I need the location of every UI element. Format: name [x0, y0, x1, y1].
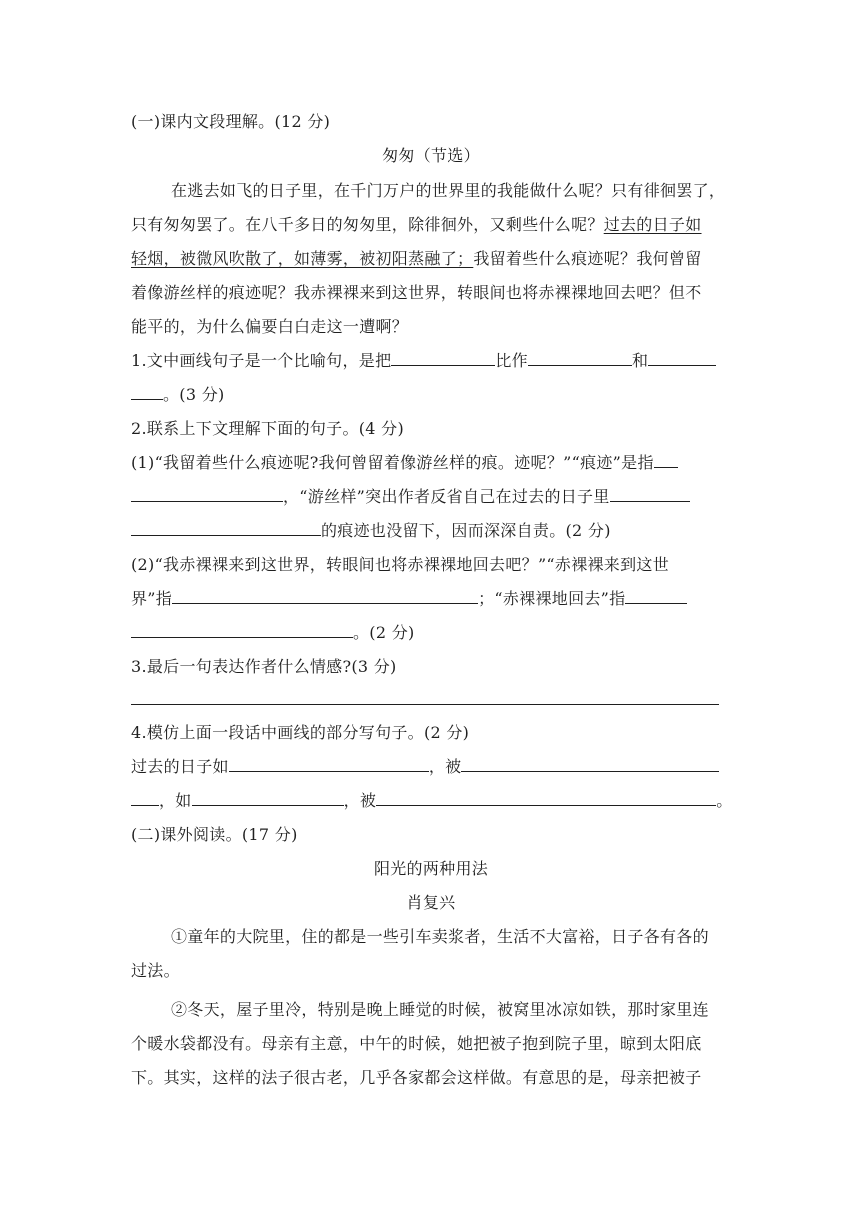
passage-line-3: 轻烟，被微风吹散了，如薄雾，被初阳蒸融了；我留着些什么痕迹呢？我何曾留	[131, 249, 702, 268]
reading-p1-line-1: ①童年的大院里，住的都是一些引车卖浆者，生活不大富裕，日子各有各的	[171, 927, 709, 946]
question-2: 2.联系上下文理解下面的句子。(4 分)	[131, 419, 405, 438]
answer-blank[interactable]	[528, 351, 632, 366]
passage-line-2: 只有匆匆罢了。在八千多日的匆匆里，除徘徊外，又剩些什么呢？过去的日子如	[131, 215, 702, 234]
reading-p1-line-2: 过法。	[131, 961, 180, 980]
question-2-2-end: 。(2 分)	[131, 623, 731, 643]
passage-title: 匆匆（节选）	[382, 146, 480, 165]
answer-blank[interactable]	[391, 351, 495, 366]
answer-blank[interactable]	[131, 487, 283, 502]
question-4-line-1: 过去的日子如 ，被	[131, 757, 731, 777]
question-2-2-cont: 界”指 ；“赤裸裸地回去”指	[131, 589, 731, 609]
passage-line-4: 着像游丝样的痕迹呢？我赤裸裸来到这世界，转眼间也将赤裸裸地回去吧？但不	[131, 283, 702, 302]
answer-blank[interactable]	[131, 623, 353, 638]
answer-blank[interactable]	[461, 757, 719, 772]
answer-blank[interactable]	[654, 453, 678, 468]
answer-blank[interactable]	[172, 589, 478, 604]
reading-p2-line-3: 下。其实，这样的法子很古老，几乎各家都会这样做。有意思的是，母亲把被子	[131, 1068, 702, 1087]
answer-blank[interactable]	[610, 487, 690, 502]
reading-author: 肖复兴	[406, 893, 456, 912]
reading-p2-line-2: 个暖水袋都没有。母亲有主意，中午的时候，她把被子抱到院子里，晾到太阳底	[131, 1034, 702, 1053]
question-3: 3.最后一句表达作者什么情感?(3 分)	[131, 657, 397, 676]
reading-title: 阳光的两种用法	[373, 859, 489, 878]
answer-blank[interactable]	[648, 351, 716, 366]
answer-blank[interactable]	[192, 791, 344, 806]
section-heading-in-class: (一)课内文段理解。(12 分)	[131, 112, 331, 131]
passage-line-5: 能平的，为什么偏要白白走这一遭啊？	[131, 317, 409, 336]
question-2-2: (2)“我赤裸裸来到这世界，转眼间也将赤裸裸地回去吧？”“赤裸裸来到这世	[131, 555, 670, 574]
question-4: 4.模仿上面一段话中画线的部分写句子。(2 分)	[131, 723, 470, 742]
question-2-1: (1)“我留着些什么痕迹呢?我何曾留着像游丝样的痕。迹呢？”“痕迹”是指	[131, 453, 731, 473]
underlined-sentence-part-2: 轻烟，被微风吹散了，如薄雾，被初阳蒸融了；	[131, 249, 474, 268]
answer-blank[interactable]	[131, 791, 159, 806]
answer-blank[interactable]	[625, 589, 687, 604]
passage-line-1: 在逃去如飞的日子里，在千门万户的世界里的我能做什么呢？只有徘徊罢了，	[171, 181, 726, 200]
answer-blank[interactable]	[376, 791, 716, 806]
question-2-1-cont: ，“游丝样”突出作者反省自己在过去的日子里	[131, 487, 731, 507]
question-4-line-2: ，如 ，被 。	[131, 791, 731, 811]
question-1: 1.文中画线句子是一个比喻句，是把 比作 和	[131, 351, 731, 371]
answer-blank[interactable]	[229, 757, 429, 772]
answer-blank[interactable]	[131, 385, 163, 400]
underlined-sentence-part-1: 过去的日子如	[603, 215, 702, 234]
question-2-1-end: 的痕迹也没留下，因而深深自责。(2 分)	[131, 521, 731, 541]
answer-blank[interactable]	[131, 521, 321, 536]
section-heading-extra: (二)课外阅读。(17 分)	[131, 825, 298, 844]
question-1-cont: 。(3 分)	[131, 385, 731, 405]
answer-line[interactable]	[131, 704, 719, 705]
reading-p2-line-1: ②冬天，屋子里冷，特别是晚上睡觉的时候，被窝里冰凉如铁，那时家里连	[171, 1000, 709, 1019]
